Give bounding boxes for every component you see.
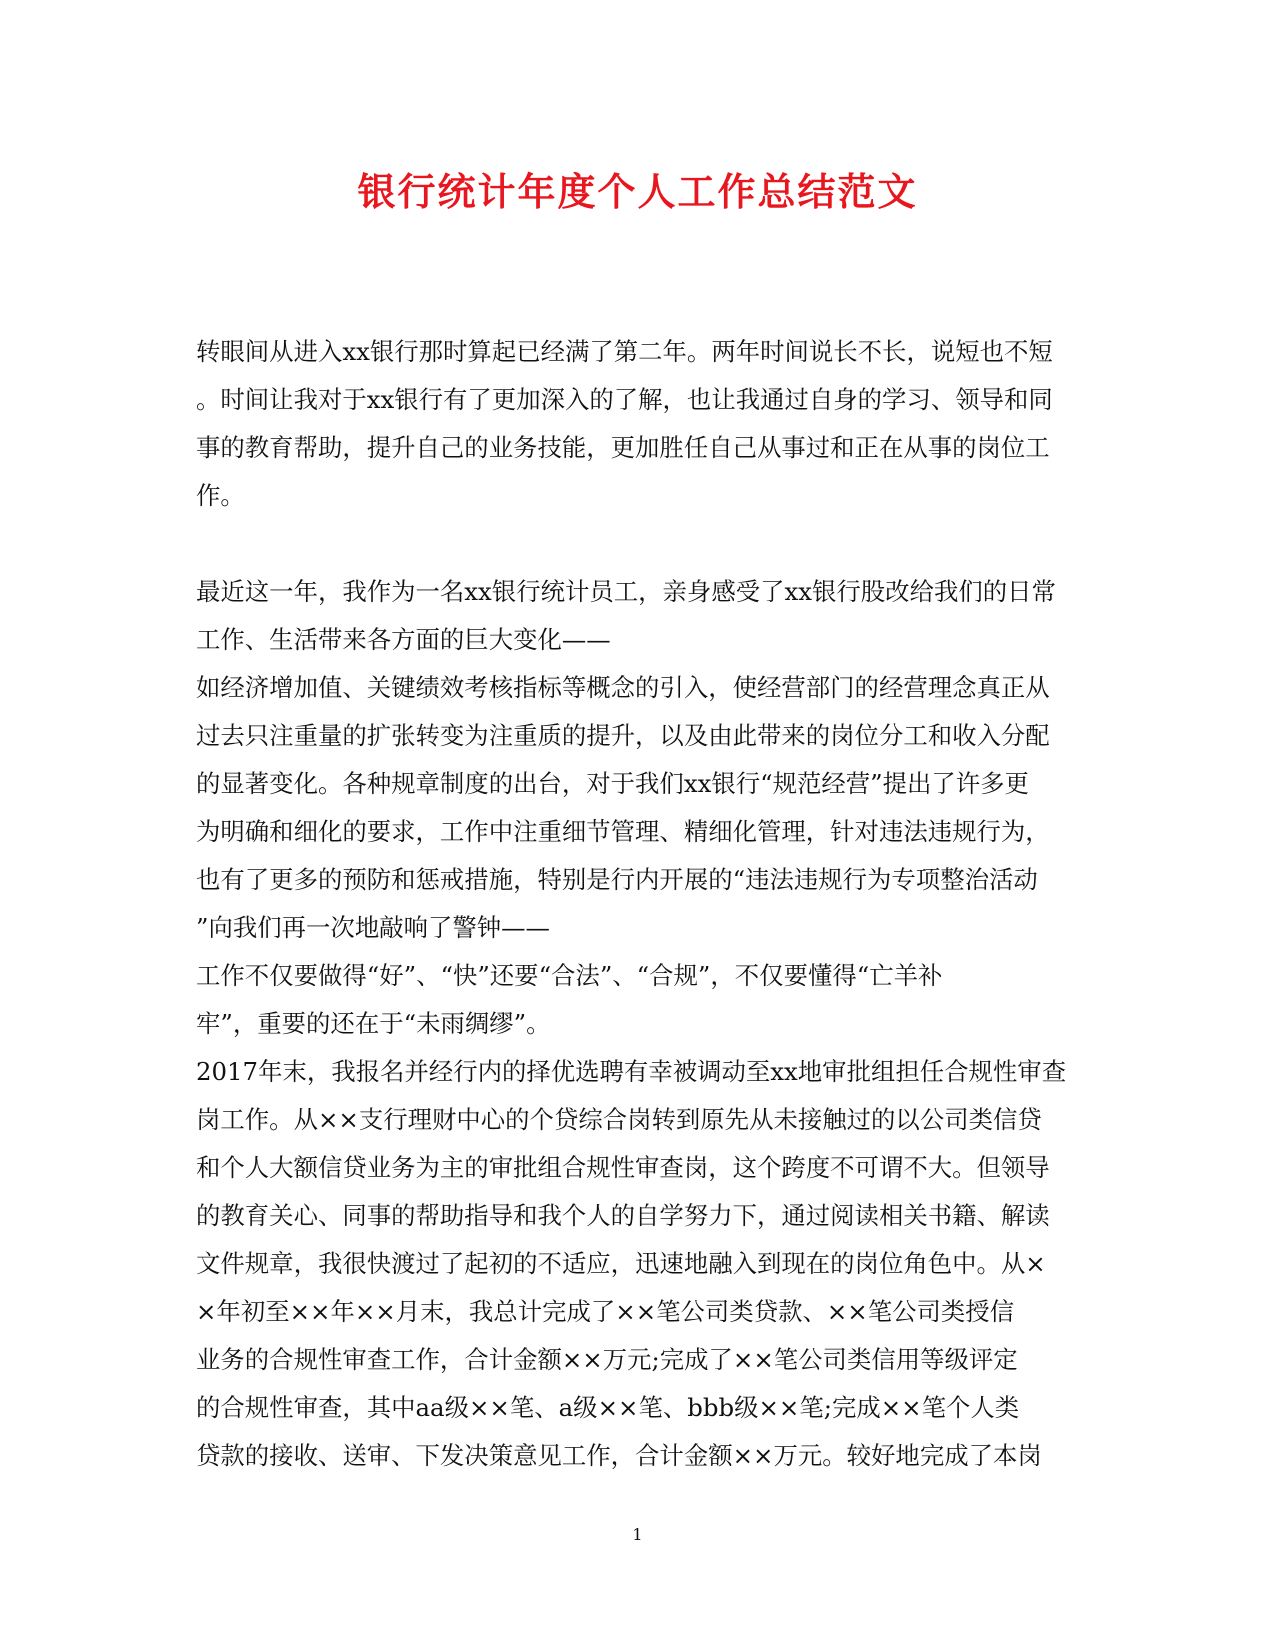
text-line: 转眼间从进入xx银行那时算起已经满了第二年。两年时间说长不长，说短也不短 [196,337,1053,366]
text-line: 如经济增加值、关键绩效考核指标等概念的引入，使经营部门的经营理念真正从 [196,673,1050,702]
text-line: 工作不仅要做得“好”、“快”还要“合法”、“合规”，不仅要懂得“亡羊补 [196,961,943,990]
text-line: 岗工作。从××支行理财中心的个贷综合岗转到原先从未接触过的以公司类信贷 [196,1105,1042,1134]
text-line: 的合规性审查，其中aa级××笔、a级××笔、bbb级××笔;完成××笔个人类 [196,1393,1020,1422]
paragraph-intro [196,328,1076,520]
text-line: 事的教育帮助，提升自己的业务技能，更加胜任自己从事过和正在从事的岗位工 [196,433,1050,462]
page-number: 1 [632,1525,643,1544]
text-line: 的教育关心、同事的帮助指导和我个人的自学努力下，通过阅读相关书籍、解读 [196,1201,1050,1230]
text-line: 最近这一年，我作为一名xx银行统计员工，亲身感受了xx银行股改给我们的日常 [196,577,1056,606]
text-line: 为明确和细化的要求，工作中注重细节管理、精细化管理，针对违法违规行为， [196,817,1050,846]
text-line: 业务的合规性审查工作，合计金额××万元;完成了××笔公司类信用等级评定 [196,1345,1018,1374]
text-line: 文件规章，我很快渡过了起初的不适应，迅速地融入到现在的岗位角色中。从× [196,1249,1046,1278]
text-line: 作。 [196,481,245,510]
text-line: 和个人大额信贷业务为主的审批组合规性审查岗，这个跨度不可谓不大。但领导 [196,1153,1050,1182]
text-line: 工作、生活带来各方面的巨大变化—— [196,625,611,654]
text-line: 也有了更多的预防和惩戒措施，特别是行内开展的“违法违规行为专项整治活动 [196,865,1038,894]
text-line: 贷款的接收、送审、下发决策意见工作，合计金额××万元。较好地完成了本岗 [196,1441,1042,1470]
text-line: 牢”，重要的还在于“未雨绸缪”。 [196,1009,551,1038]
text-line: 的显著变化。各种规章制度的出台，对于我们xx银行“规范经营”提出了许多更 [196,769,1029,798]
text-line: ×年初至××年××月末，我总计完成了××笔公司类贷款、××笔公司类授信 [196,1297,1015,1326]
text-line: 过去只注重量的扩张转变为注重质的提升，以及由此带来的岗位分工和收入分配 [196,721,1050,750]
text-line: 2017年末，我报名并经行内的择优选聘有幸被调动至xx地审批组担任合规性审查 [196,1057,1067,1086]
text-line: ”向我们再一次地敲响了警钟—— [196,913,550,942]
text-line: 。时间让我对于xx银行有了更加深入的了解，也让我通过自身的学习、领导和同 [196,385,1053,414]
document-title: 银行统计年度个人工作总结范文 [357,169,918,214]
paragraph-main [196,568,1076,1480]
